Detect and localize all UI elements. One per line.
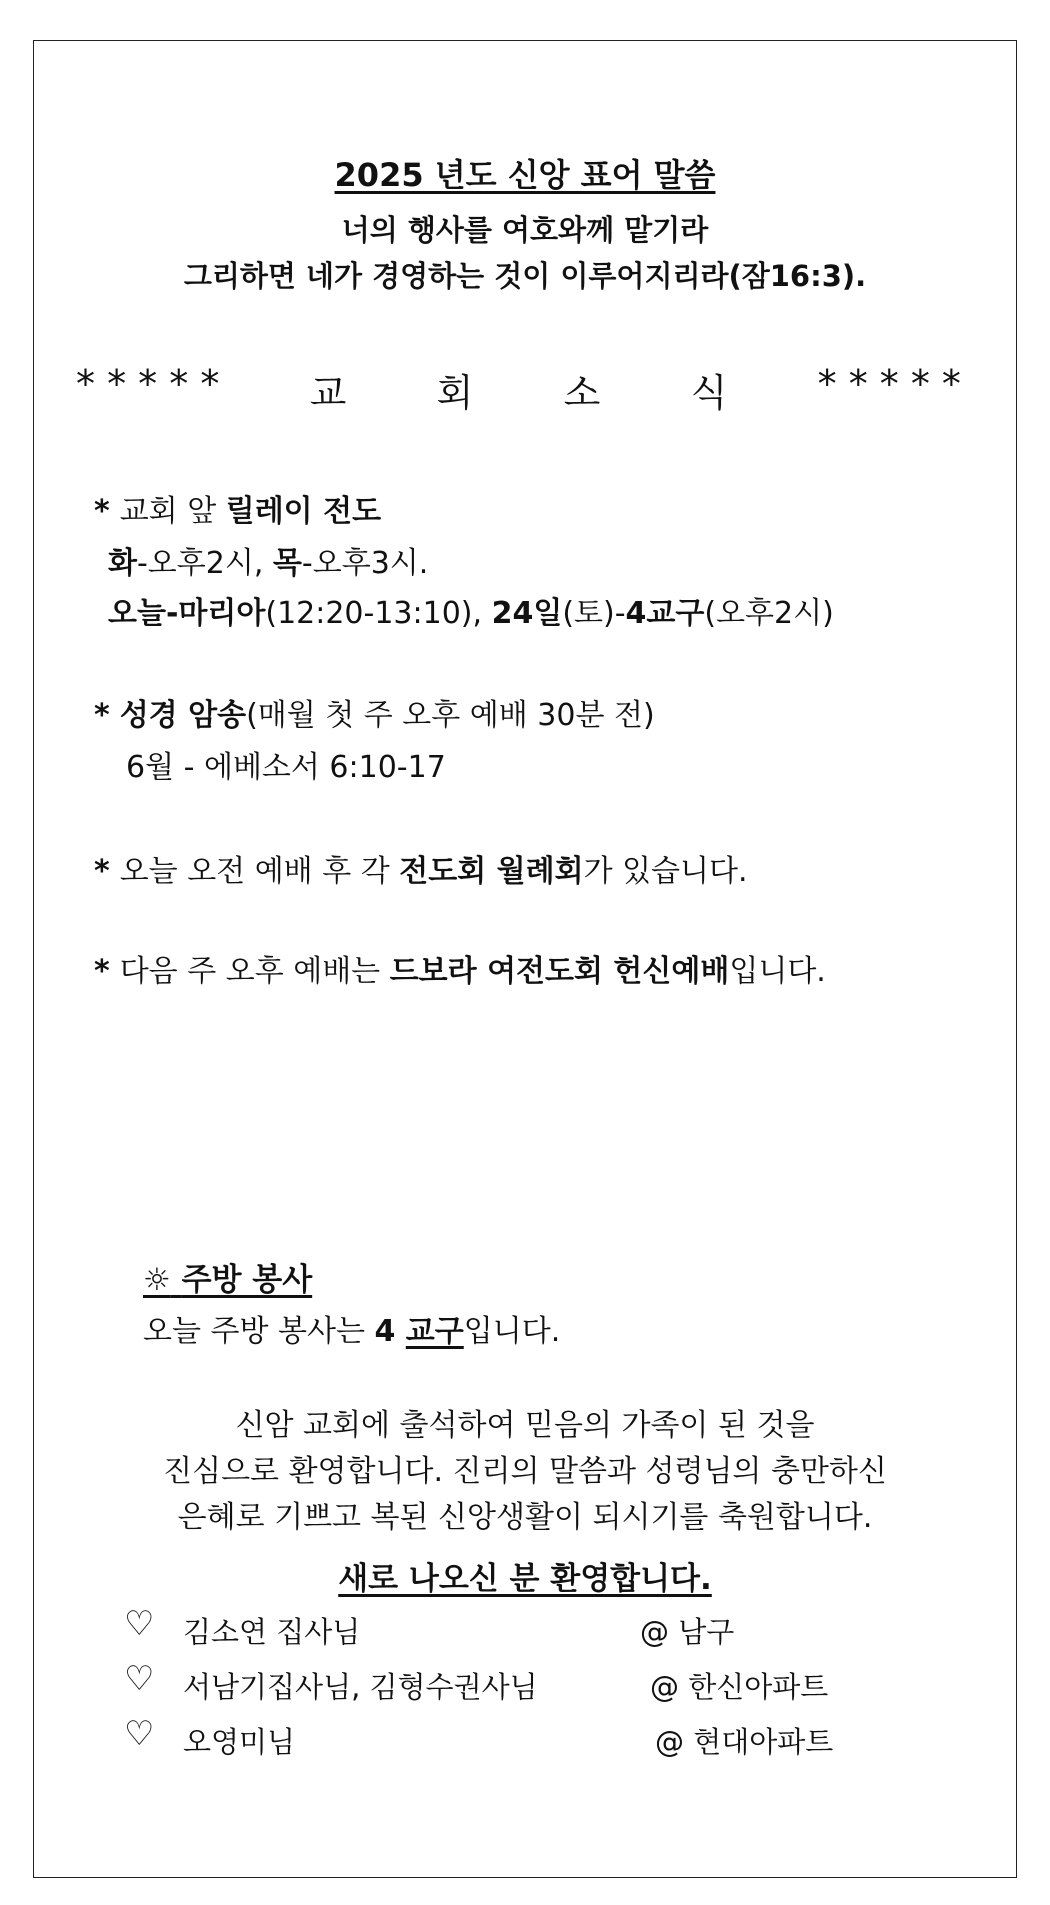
news-item-memorization: * 성경 암송(매월 첫 주 오후 예배 30분 전): [94, 698, 655, 733]
newcomer-name: 서남기집사님, 김형수권사님: [183, 1670, 538, 1704]
sun-icon: ☼: [143, 1262, 171, 1298]
kitchen-service-line: 오늘 주방 봉사는 4 교구입니다.: [143, 1314, 561, 1349]
news-relay-schedule: 화-오후2시, 목-오후3시.: [108, 546, 429, 581]
news-item-relay: * 교회 앞 릴레이 전도: [94, 494, 382, 529]
welcome-line-1: 신암 교회에 출석하여 믿음의 가족이 된 것을: [235, 1408, 815, 1443]
news-item-dedication-service: * 다음 주 오후 예배는 드보라 여전도회 헌신예배입니다.: [94, 954, 826, 989]
bullet: *: [94, 954, 110, 989]
news-relay-today: 오늘-마리아(12:20-13:10), 24일(토)-4교구(오후2시): [108, 596, 834, 631]
newcomer-name: 김소연 집사님: [183, 1615, 361, 1649]
banner-char-3: 소: [563, 371, 601, 415]
church-news-banner: [76, 362, 961, 417]
banner-char-1: 교: [309, 371, 347, 415]
banner-stars-left: * * * * *: [76, 362, 220, 406]
motto-line-2: 그리하면 네가 경영하는 것이 이루어지리라(잠16:3).: [183, 259, 867, 293]
motto-title: 2025 년도 신앙 표어 말씀: [334, 156, 716, 194]
kitchen-service-heading: ☼ 주방 봉사: [143, 1262, 313, 1298]
newcomer-place: @ 남구: [640, 1615, 735, 1649]
news-memorization-verse: 6월 - 에베소서 6:10-17: [126, 750, 446, 785]
banner-char-2: 회: [436, 371, 474, 415]
welcome-line-2: 진심으로 환영합니다. 진리의 말씀과 성령님의 충만하신: [163, 1454, 887, 1489]
newcomer-place: @ 현대아파트: [655, 1725, 834, 1759]
bullet: *: [94, 854, 110, 889]
newcomers-heading: 새로 나오신 분 환영합니다.: [338, 1561, 712, 1597]
heart-icon: ♡: [124, 1604, 155, 1644]
motto-line-1: 너의 행사를 여호와께 맡기라: [341, 213, 709, 247]
newcomer-place: @ 한신아파트: [650, 1670, 829, 1704]
newcomer-name: 오영미님: [183, 1725, 296, 1759]
news-item-monthly-meeting: * 오늘 오전 예배 후 각 전도회 월례회가 있습니다.: [94, 854, 748, 889]
bullet: *: [94, 698, 110, 733]
banner-stars-right: * * * * *: [817, 362, 961, 406]
heart-icon: ♡: [124, 1659, 155, 1699]
bullet: *: [94, 494, 110, 529]
heart-icon: ♡: [124, 1714, 155, 1754]
welcome-line-3: 은혜로 기쁘고 복된 신앙생활이 되시기를 축원합니다.: [177, 1500, 873, 1535]
banner-char-4: 식: [690, 371, 728, 415]
